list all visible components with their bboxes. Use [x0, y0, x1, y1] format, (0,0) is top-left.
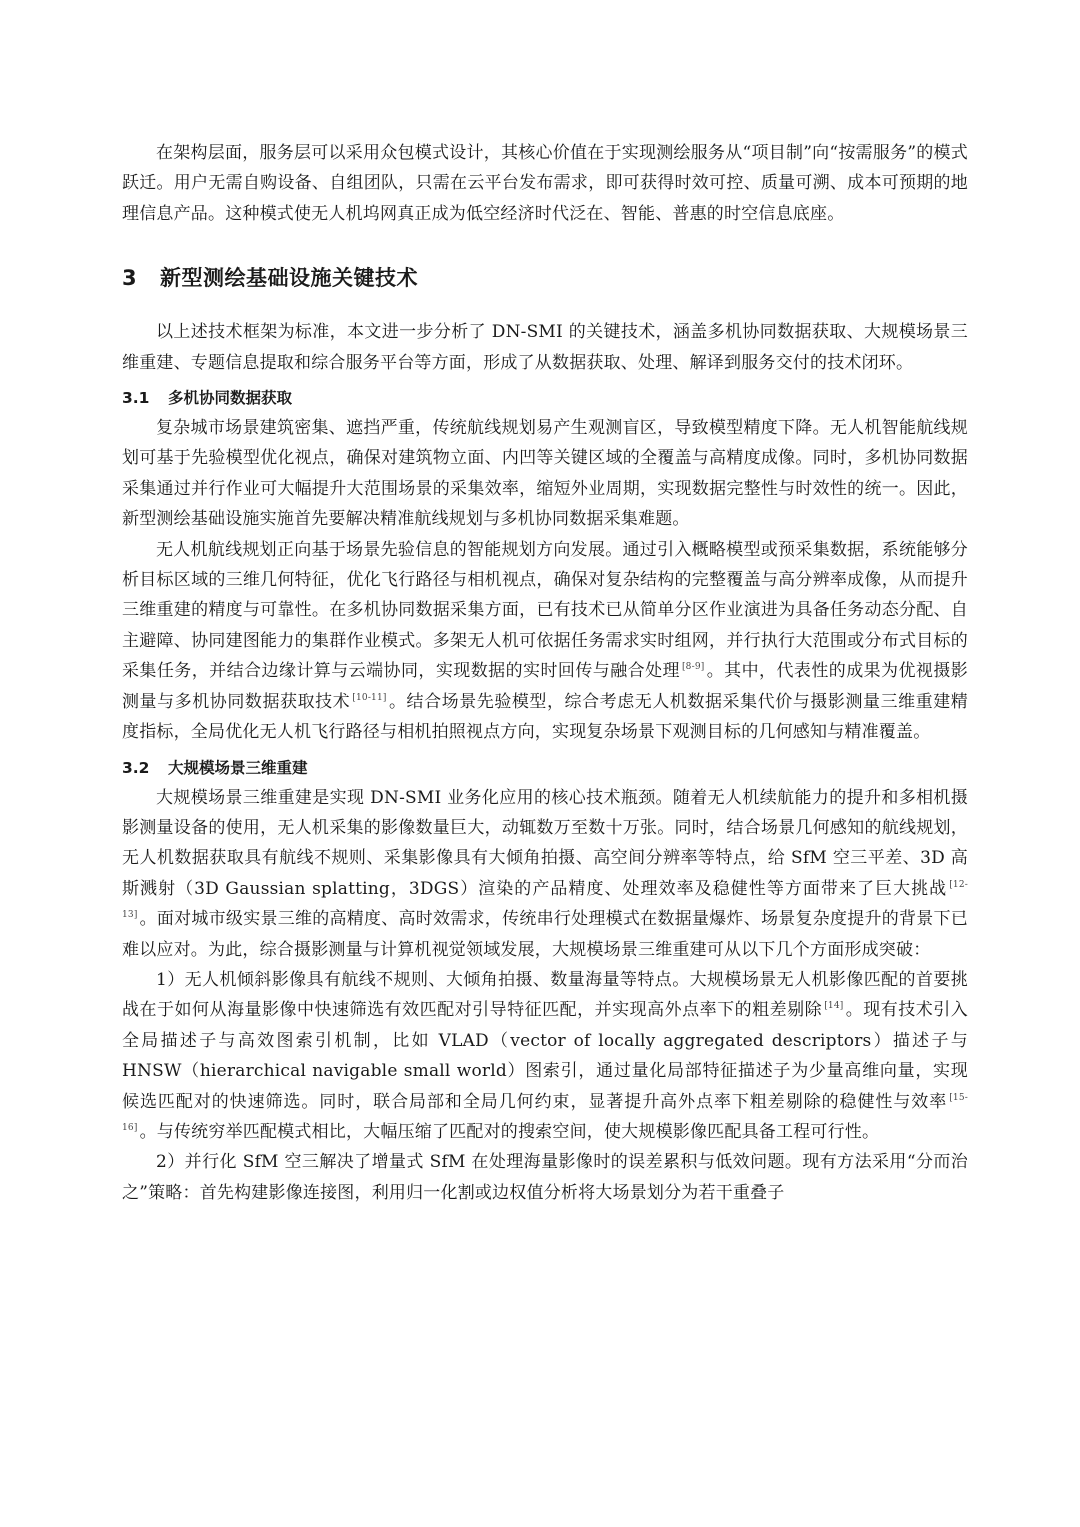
subsection-heading-3-2	[122, 754, 968, 783]
section-number: 3	[122, 266, 138, 291]
text-run: 。与传统穷举匹配模式相比，大幅压缩了匹配对的搜索空间，使大规模影像匹配具备工程可行性。	[139, 1121, 880, 1142]
citation: [14]	[824, 1001, 844, 1012]
text-run: 1）无人机倾斜影像具有航线不规则、大倾角拍摄、数量海量等特点。大规模场景无人机影像匹配的首要挑战在于如何从海量影像中快速筛选有效匹配对引导特征匹配，并实现高外点率下的粗差剔除	[122, 969, 968, 1021]
citation: [12-13]	[122, 879, 968, 921]
paper-page	[122, 138, 968, 1208]
subsection-title: 大规模场景三维重建	[168, 758, 308, 777]
subsection-heading-3-1	[122, 384, 968, 413]
subsection-title: 多机协同数据获取	[168, 389, 293, 408]
list-item-2: 2）并行化 SfM 空三解决了增量式 SfM 在处理海量影像时的误差累积与低效问题。现有方法采用“分而治之”策略：首先构建影像连接图，利用归一化割或边权值分析将大场景划分为若干重叠子	[122, 1152, 968, 1203]
section-intro-paragraph: 以上述技术框架为标准，本文进一步分析了 DN-SMI 的关键技术，涵盖多机协同数据获取、大规模场景三维重建、专题信息提取和综合服务平台等方面，形成了从数据获取、处理、解译到服务交付的技术闭环。	[122, 322, 968, 373]
paragraph-3-1-b	[122, 535, 968, 748]
paragraph-3-2-a	[122, 783, 968, 965]
text-run: 。面对城市级实景三维的高精度、高时效需求，传统串行处理模式在数据量爆炸、场景复杂度提升的背景下已难以应对。为此，综合摄影测量与计算机视觉领域发展，大规模场景三维重建可从以下几个方面形成突破：	[122, 909, 968, 960]
text-run: 无人机航线规划正向基于场景先验信息的智能规划方向发展。通过引入概略模型或预采集数据，系统能够分析目标区域的三维几何特征，优化飞行路径与相机视点，确保对复杂结构的完整覆盖与高分辨率成像，从而提升三维重建的精度与可靠性。在多机协同数据采集方面，已有技术已从简单分区作业演进为具备任务动态分配、自主避障、协同建图能力的集群作业模式。多架无人机可依据任务需求实时组网，并行执行大范围或分布式目标的采集任务，并结合边缘计算与云端协同，实现数据的实时回传与融合处理	[122, 539, 968, 682]
subsection-number: 3.2	[122, 758, 150, 777]
paragraph-3-1-a: 复杂城市场景建筑密集、遮挡严重，传统航线规划易产生观测盲区，导致模型精度下降。无人机智能航线规划可基于先验模型优化视点，确保对建筑物立面、内凹等关键区域的全覆盖与高精度成像。同时，多机协同数据采集通过并行作业可大幅提升大范围场景的采集效率，缩短外业周期，实现数据完整性与时效性的统一。因此，新型测绘基础设施实施首先要解决精准航线规划与多机协同数据采集难题。	[122, 418, 968, 530]
list-item-1	[122, 965, 968, 1147]
text-run: 。现有技术引入全局描述子与高效图索引机制，比如 VLAD（vector of locally aggregated descriptors）描述子与 HNSW（hierarchical navigable small world）图索引，通过量化局部特征描述子为少量高维向量，实现候选匹配对的快速筛选。同时，联合局部和全局几何约束，显著提升高外点率下粗差剔除的稳健性与效率	[122, 1000, 969, 1112]
text-run: 大规模场景三维重建是实现 DN-SMI 业务化应用的核心技术瓶颈。随着无人机续航能力的提升和多相机摄影测量设备的使用，无人机采集的影像数量巨大，动辄数万至数十万张。同时，结合场景几何感知的航线规划，无人机数据获取具有航线不规则、采集影像具有大倾角拍摄、高空间分辨率等特点，给 SfM 空三平差、3D 高斯溅射（3D Gaussian splatting，3DGS）渲染的产品精度、处理效率及稳健性等方面带来了巨大挑战	[122, 787, 968, 899]
intro-paragraph: 在架构层面，服务层可以采用众包模式设计，其核心价值在于实现测绘服务从“项目制”向“按需服务”的模式跃迁。用户无需自购设备、自组团队，只需在云平台发布需求，即可获得时效可控、质量可溯、成本可预期的地理信息产品。这种模式使无人机坞网真正成为低空经济时代泛在、智能、普惠的时空信息底座。	[122, 143, 968, 224]
text-run: 。结合场景先验模型，综合考虑无人机数据采集代价与摄影测量三维重建精度指标，全局优化无人机飞行路径与相机拍照视点方向，实现复杂场景下观测目标的几何感知与精准覆盖。	[122, 691, 968, 743]
section-heading	[122, 263, 968, 293]
citation: [10-11]	[352, 692, 387, 703]
section-title: 新型测绘基础设施关键技术	[160, 266, 418, 291]
subsection-number: 3.1	[122, 389, 150, 408]
citation: [15-16]	[122, 1092, 968, 1133]
citation: [8-9]	[681, 662, 705, 673]
text-run: 。其中，代表性的成果为优视摄影测量与多机协同数据获取技术	[122, 661, 969, 712]
